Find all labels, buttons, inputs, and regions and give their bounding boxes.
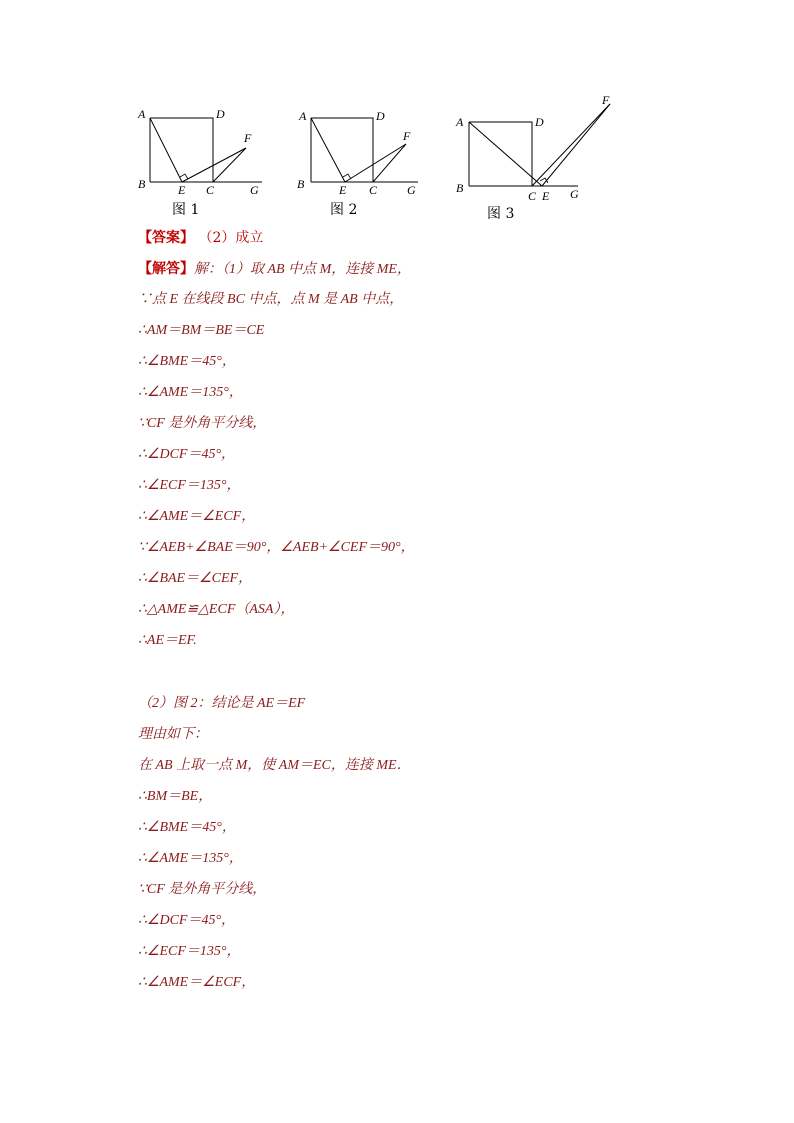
solution-line-0 (138, 259, 411, 280)
solution-line: ∴AM＝BM＝BE＝CE (138, 323, 265, 338)
fig3-label-f: F (602, 93, 610, 107)
part2-line: ∴∠AME＝135°， (138, 851, 243, 866)
solution-text: 解：（1）取 AB 中点 M，连接 ME， (194, 262, 411, 277)
fig3-label-c: C (528, 189, 537, 203)
solution-line: ∵点 E 在线段 BC 中点，点 M 是 AB 中点， (138, 292, 404, 307)
solution-line: ∵CF 是外角平分线， (138, 416, 267, 431)
figure-2-diagram (293, 100, 433, 200)
solution-line: ∵∠AEB+∠BAE＝90°，∠AEB+∠CEF＝90°， (138, 540, 415, 555)
answer-line (138, 228, 263, 248)
solution-line: ∴∠BAE＝∠CEF， (138, 571, 253, 586)
fig2-label-a: A (299, 109, 307, 123)
figure-2 (293, 100, 433, 200)
answer-tag: 【答案】 (138, 230, 194, 246)
fig1-label-f: F (244, 131, 252, 145)
fig2-label-f: F (403, 129, 411, 143)
fig2-label-b: B (297, 177, 305, 191)
fig2-label-e: E (339, 183, 347, 197)
part2-line: ∴∠AME＝∠ECF， (138, 975, 256, 990)
part2-line: ∴∠BME＝45°， (138, 820, 236, 835)
solution-line: ∴∠BME＝45°， (138, 354, 236, 369)
fig2-label-c: C (369, 183, 378, 197)
fig3-label-g: G (570, 187, 579, 201)
figure-3-caption: 图 3 (487, 206, 515, 222)
fig3-label-d: D (535, 115, 544, 129)
part2-line: （2）图 2：结论是 AE＝EF (138, 696, 306, 711)
figure-3-diagram (450, 92, 620, 204)
solution-line: ∴△AME≌△ECF（ASA）， (138, 602, 295, 617)
figure-3 (450, 92, 620, 204)
fig1-label-b: B (138, 177, 146, 191)
figure-1-caption: 图 1 (172, 202, 200, 218)
part2-line: ∴∠ECF＝135°， (138, 944, 241, 959)
part2-line: ∴∠DCF＝45°， (138, 913, 236, 928)
fig1-label-e: E (178, 183, 186, 197)
part2-line: 在 AB 上取一点 M，使 AM＝EC，连接 ME． (138, 758, 411, 773)
solution-line: ∴∠DCF＝45°， (138, 447, 236, 462)
solution-line: ∴∠AME＝135°， (138, 385, 243, 400)
solution-line: ∴∠AME＝∠ECF， (138, 509, 256, 524)
fig3-label-a: A (456, 115, 464, 129)
part2-line: 理由如下： (138, 727, 208, 742)
fig1-label-c: C (206, 183, 215, 197)
solution-tag: 【解答】 (138, 261, 194, 277)
figure-2-caption: 图 2 (330, 202, 358, 218)
fig1-label-a: A (138, 107, 146, 121)
fig3-label-b: B (456, 181, 464, 195)
fig1-label-d: D (216, 107, 225, 121)
fig2-label-g: G (407, 183, 416, 197)
part2-line: ∵CF 是外角平分线， (138, 882, 267, 897)
fig1-label-g: G (250, 183, 259, 197)
answer-text: （2）成立 (198, 230, 264, 246)
part2-line: ∴BM＝BE， (138, 789, 213, 804)
figure-1-diagram (130, 100, 270, 200)
figure-1 (130, 100, 270, 200)
solution-line: ∴AE＝EF. (138, 633, 197, 648)
solution-line: ∴∠ECF＝135°， (138, 478, 241, 493)
fig3-label-e: E (542, 189, 550, 203)
fig2-label-d: D (376, 109, 385, 123)
